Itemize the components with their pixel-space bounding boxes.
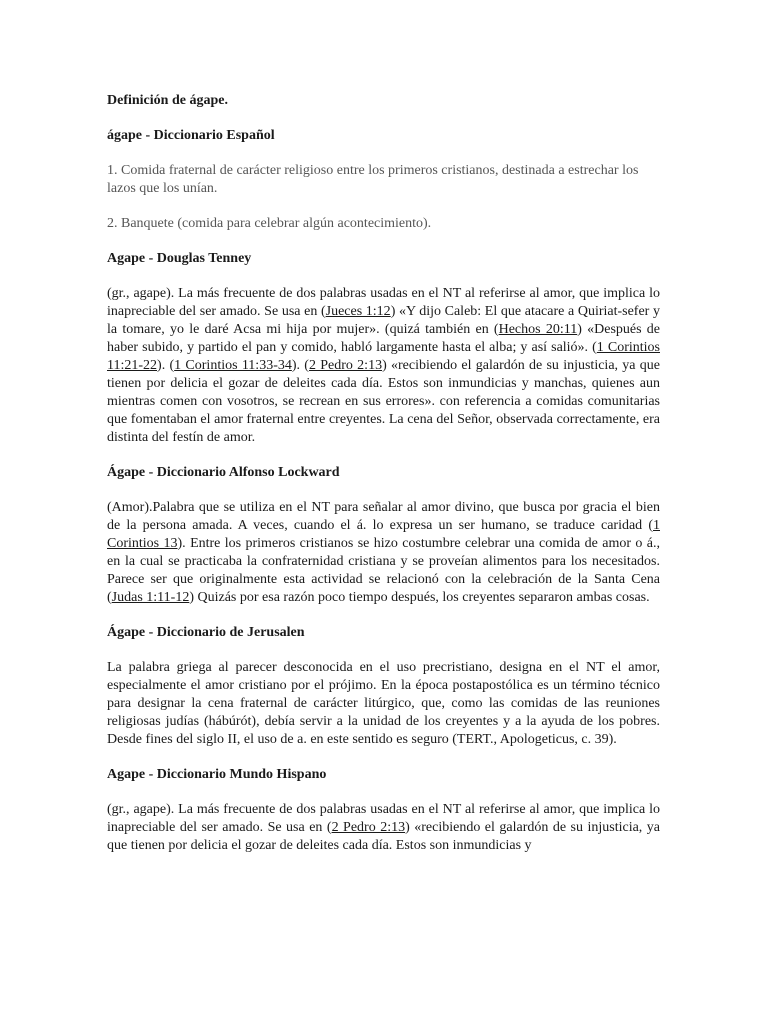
scripture-link[interactable]: 2 Pedro 2:13	[331, 820, 406, 835]
section-heading: Ágape - Diccionario de Jerusalen	[107, 625, 305, 640]
paragraph-text: (Amor).Palabra que se utiliza en el NT para señalar al amor divino, que busca por gracia el bien de la persona amada. A veces, cuando el á. lo expresa un ser humano, se traduce caridad (	[107, 500, 660, 533]
paragraph-text: ) «recibiendo el galardón de su injusticia, ya que tienen por delicia el gozar de deleites cada día. Estos son inmundicias y manchas, quienes aun mientras comen con vosotros, se recrean en sus errores». con referencia a comidas comunitarias que fomentaban el amor fraternal entre creyentes. La cena del Señor, observada correctamente, era distinta del festín de amor.	[107, 358, 661, 445]
scripture-link[interactable]: 1 Corintios 13	[107, 518, 660, 551]
paragraph-text: ). Entre los primeros cristianos se hizo costumbre celebrar una comida de amor o á., en la cual se practicaba la confraternidad cristiana y se proveían alimentos para los necesitados. Parece ser que originalmente esta actividad se relacionó con la celebración de la Santa Cena (	[107, 536, 660, 605]
section-paragraph	[107, 801, 660, 853]
paragraph-text: (gr., agape). La más frecuente de dos palabras usadas en el NT al referirse al amor, que implica lo inapreciable del ser amado. Se usa en (	[107, 286, 660, 319]
scripture-link[interactable]: 1 Corintios 11:21-22	[107, 340, 660, 373]
section-heading: ágape - Diccionario Español	[107, 128, 275, 143]
definition-2: 2. Banquete (comida para celebrar algún acontecimiento).	[107, 216, 432, 231]
section-paragraph	[107, 659, 660, 749]
paragraph-text: ). (	[157, 358, 175, 373]
paragraph-text: ) «Después de haber subido, y partido el pan y comido, habló largamente hasta el alba; y así salió». (	[107, 322, 661, 355]
section-paragraph	[107, 499, 660, 607]
scripture-link[interactable]: Judas 1:11-12	[111, 590, 190, 605]
paragraph-text: ) «Y dijo Caleb: El que atacare a Quiriat-sefer y la tomare, yo le daré Acsa mi hija por mujer». (quizá también en (	[107, 304, 660, 337]
document-body	[107, 92, 661, 853]
scripture-link[interactable]: Hechos 20:11	[498, 322, 578, 337]
paragraph-text: ). (	[291, 358, 309, 373]
definition-1: 1. Comida fraternal de carácter religioso entre los primeros cristianos, destinada a estrechar los lazos que los unían.	[107, 163, 639, 196]
section-paragraph	[107, 285, 660, 447]
scripture-link[interactable]: Jueces 1:12	[325, 304, 391, 319]
scripture-link[interactable]: 1 Corintios 11:33-34	[174, 358, 292, 373]
paragraph-text: ) «recibiendo el galardón de su injusticia, ya que tienen por delicia el gozar de deleites cada día. Estos son inmundicias y	[107, 820, 660, 853]
section-heading: Ágape - Diccionario Alfonso Lockward	[107, 465, 340, 480]
paragraph-text: La palabra griega al parecer desconocida en el uso precristiano, designa en el NT el amor, especialmente el amor cristiano por el prójimo. En la época postapostólica es un término técnico para designar la cena fraternal de carácter litúrgico, que, como las comidas de las reuniones religiosas judías (hábúrót), debía servir a la unidad de los creyentes y a la ayuda de los pobres. Desde fines del siglo II, el uso de a. en este sentido es seguro (TERT., Apologeticus, c. 39).	[107, 660, 660, 747]
document-title: Definición de ágape.	[107, 93, 228, 108]
scripture-link[interactable]: 2 Pedro 2:13	[308, 358, 383, 373]
section-heading: Agape - Douglas Tenney	[107, 251, 252, 266]
paragraph-text: (gr., agape). La más frecuente de dos palabras usadas en el NT al referirse al amor, que implica lo inapreciable del ser amado. Se usa en (	[107, 802, 660, 835]
paragraph-text: ) Quizás por esa razón poco tiempo después, los creyentes separaron ambas cosas.	[189, 590, 650, 605]
section-heading: Agape - Diccionario Mundo Hispano	[107, 767, 327, 782]
